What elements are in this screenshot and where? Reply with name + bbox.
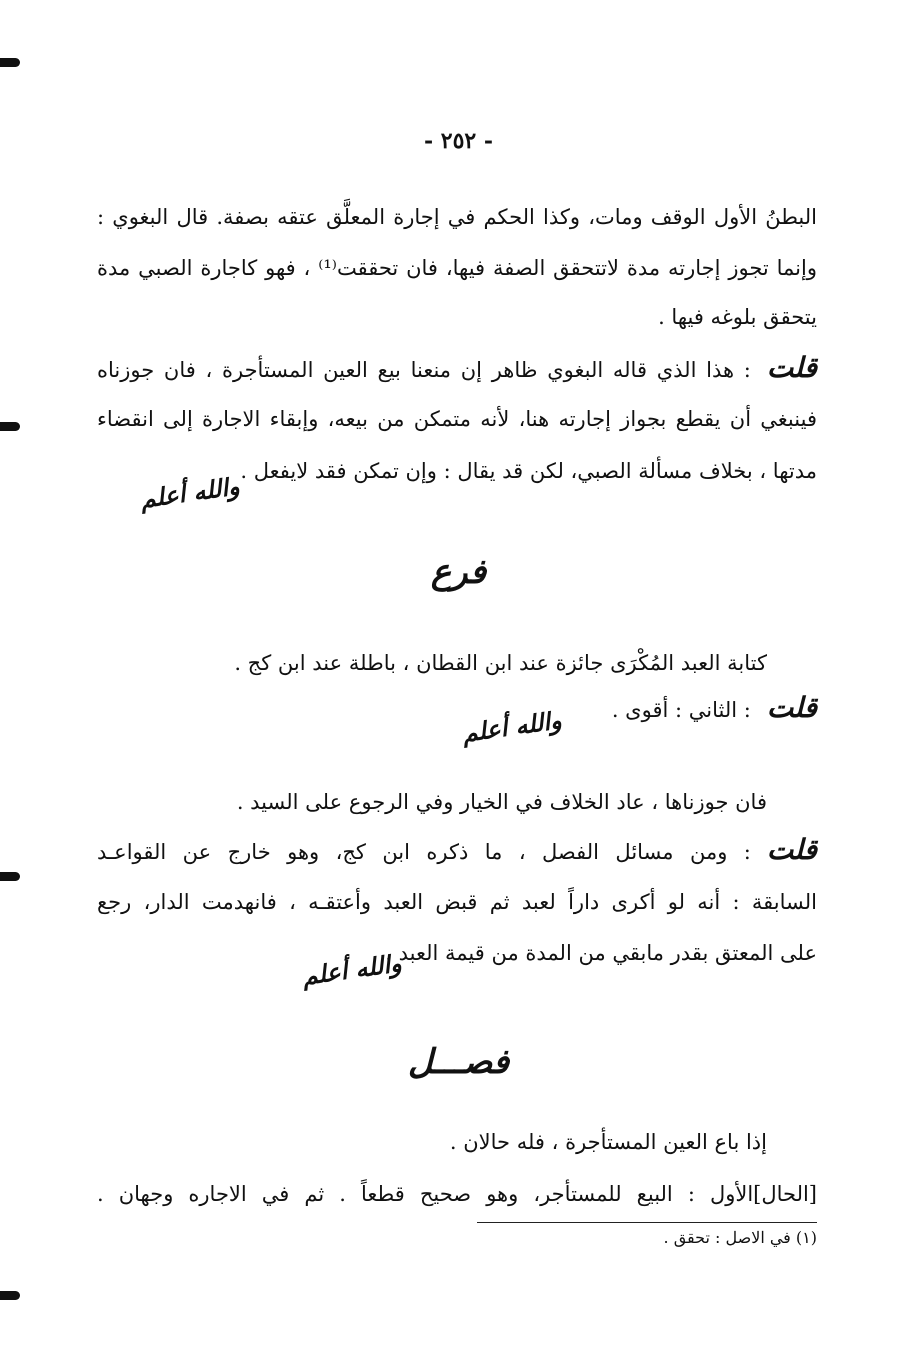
text-span: : هذا الذي قاله البغوي ظاهر إن منعنا بيع العين المستأجرة ، فان جوزناه: [97, 358, 751, 382]
page-number: - ٢٥٢ -: [423, 128, 494, 154]
wallahu-alam-signature: والله أعلم: [460, 705, 564, 748]
text-line: مدتها ، بخلاف مسألة الصبي، لكن قد يقال : وإن تمكن فقد لايفعل .: [240, 459, 817, 483]
text-line: وإنما تجوز إجارته مدة لاتتحقق الصفة فيها، فان تحققت⁽¹⁾ ، فهو كاجارة الصبي مدة: [97, 256, 817, 280]
footnote-separator: [477, 1222, 817, 1223]
text-line: يتحقق بلوغه فيها .: [658, 305, 817, 329]
qultu-label: قلت: [766, 351, 817, 384]
text-line-with-qultu: [97, 348, 817, 390]
text-line: البطنُ الأول الوقف ومات، وكذا الحكم في إجارة المعلَّق عتقه بصفة. قال البغوي :: [97, 205, 817, 229]
scan-edge-mark: [0, 872, 20, 881]
text-line: فينبغي أن يقطع بجواز إجارته هنا، لأنه متمكن من بيعه، وإبقاء الاجارة إلى انقضاء: [97, 407, 817, 431]
text-line-with-qultu: [97, 688, 817, 730]
qultu-label: قلت: [766, 833, 817, 866]
text-line: إذا باع العين المستأجرة ، فله حالان .: [449, 1130, 767, 1154]
text-line: [الحال]الأول : البيع للمستأجر، وهو صحيح قطعاً . ثم في الاجاره وجهان .: [97, 1182, 817, 1206]
scan-edge-mark: [0, 422, 20, 431]
scan-edge-mark: [0, 58, 20, 67]
text-line: فان جوزناها ، عاد الخلاف في الخيار وفي الرجوع على السيد .: [236, 790, 767, 814]
qultu-label: قلت: [766, 691, 817, 724]
text-line: كتابة العبد المُكْرَى جائزة عند ابن القطان ، باطلة عند ابن كج .: [234, 651, 767, 675]
text-line-with-qultu: [97, 830, 817, 872]
section-heading-far: فرع: [430, 552, 487, 592]
text-span: : الثاني : أقوى .: [611, 698, 751, 722]
text-line: السابقة : أنه لو أكرى داراً لعبد ثم قبض العبد وأعتقـه ، فانهدمت الدار، رجع: [97, 890, 817, 914]
text-line: على المعتق بقدر مابقي من المدة من قيمة العبد .: [385, 941, 817, 965]
section-heading-fasl: فصـــل: [407, 1042, 510, 1082]
wallahu-alam-signature: والله أعلم: [300, 948, 404, 991]
scan-edge-mark: [0, 1291, 20, 1300]
text-span: : ومن مسائل الفصل ، ما ذكره ابن كج، وهو خارج عن القواعـد: [97, 840, 751, 864]
footnote: (١) في الاصل : تحقق .: [663, 1228, 817, 1247]
wallahu-alam-signature: والله أعلم: [138, 471, 242, 514]
